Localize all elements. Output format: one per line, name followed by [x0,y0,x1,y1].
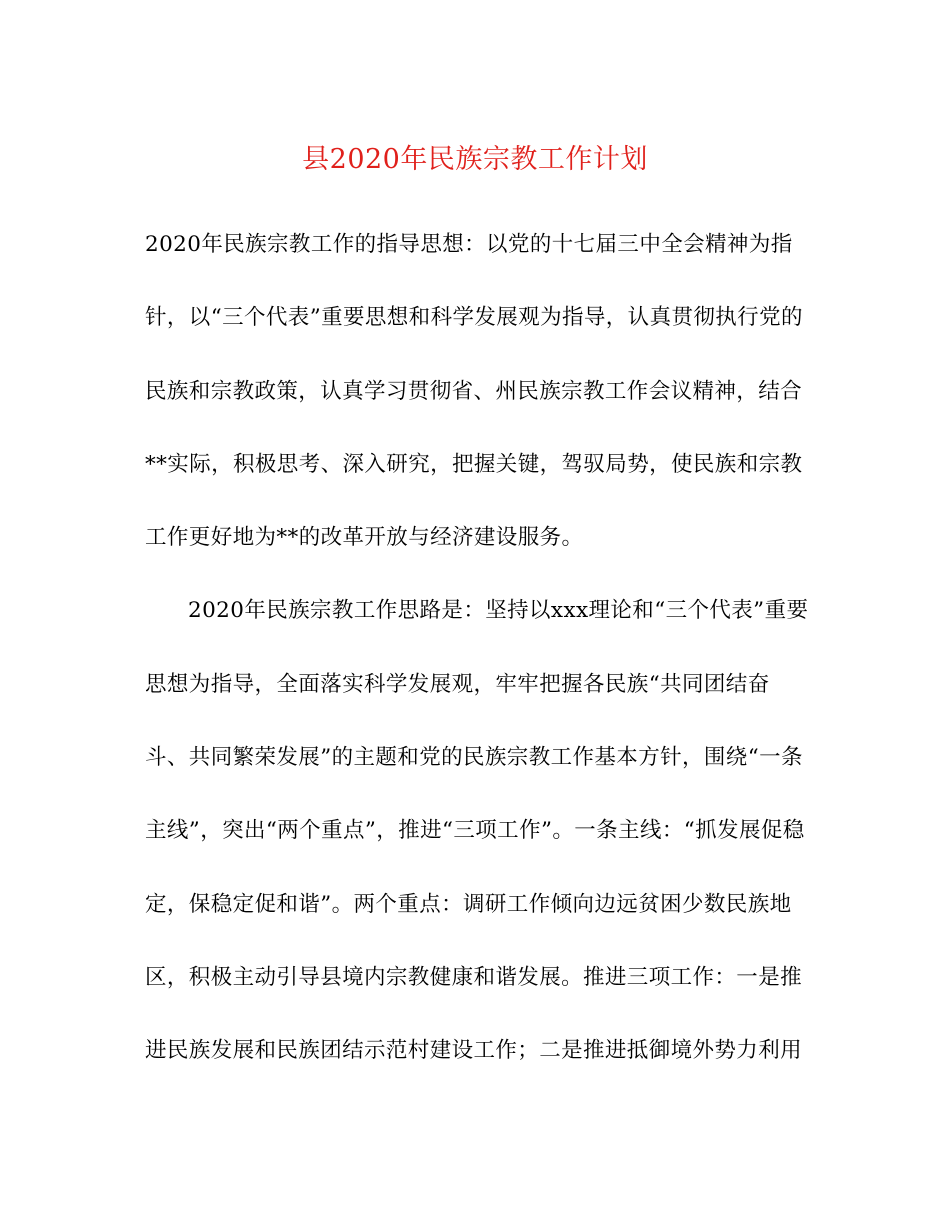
paragraph-line: 民族和宗教政策，认真学习贯彻省、州民族宗教工作会议精神，结合 [145,378,803,404]
paragraph-line: 进民族发展和民族团结示范村建设工作；二是推进抵御境外势力利用 [145,1038,803,1064]
paragraph-line-indented: 2020年民族宗教工作思路是：坚持以xxx理论和“三个代表”重要 [188,598,809,624]
paragraph-line: 斗、共同繁荣发展”的主题和党的民族宗教工作基本方针，围绕“一条 [145,745,803,771]
document-body [145,225,809,1105]
paragraph-line: 工作更好地为**的改革开放与经济建设服务。 [145,525,584,551]
paragraph-line: 区，积极主动引导县境内宗教健康和谐发展。推进三项工作：一是推 [145,964,803,990]
document-title: 县2020年民族宗教工作计划 [302,144,648,175]
paragraph-line: 主线”，突出“两个重点”，推进“三项工作”。一条主线：“抓发展促稳 [145,818,805,844]
paragraph-line: 2020年民族宗教工作的指导思想：以党的十七届三中全会精神为指 [145,232,793,257]
paragraph-line: **实际，积极思考、深入研究，把握关键，驾驭局势，使民族和宗教 [145,451,803,477]
paragraph-line: 思想为指导，全面落实科学发展观，牢牢把握各民族“共同团结奋 [145,671,770,697]
paragraph-line: 定，保稳定促和谐”。两个重点：调研工作倾向边远贫困少数民族地 [145,891,792,917]
paragraph-line: 针，以“三个代表”重要思想和科学发展观为指导，认真贯彻执行党的 [145,305,803,331]
